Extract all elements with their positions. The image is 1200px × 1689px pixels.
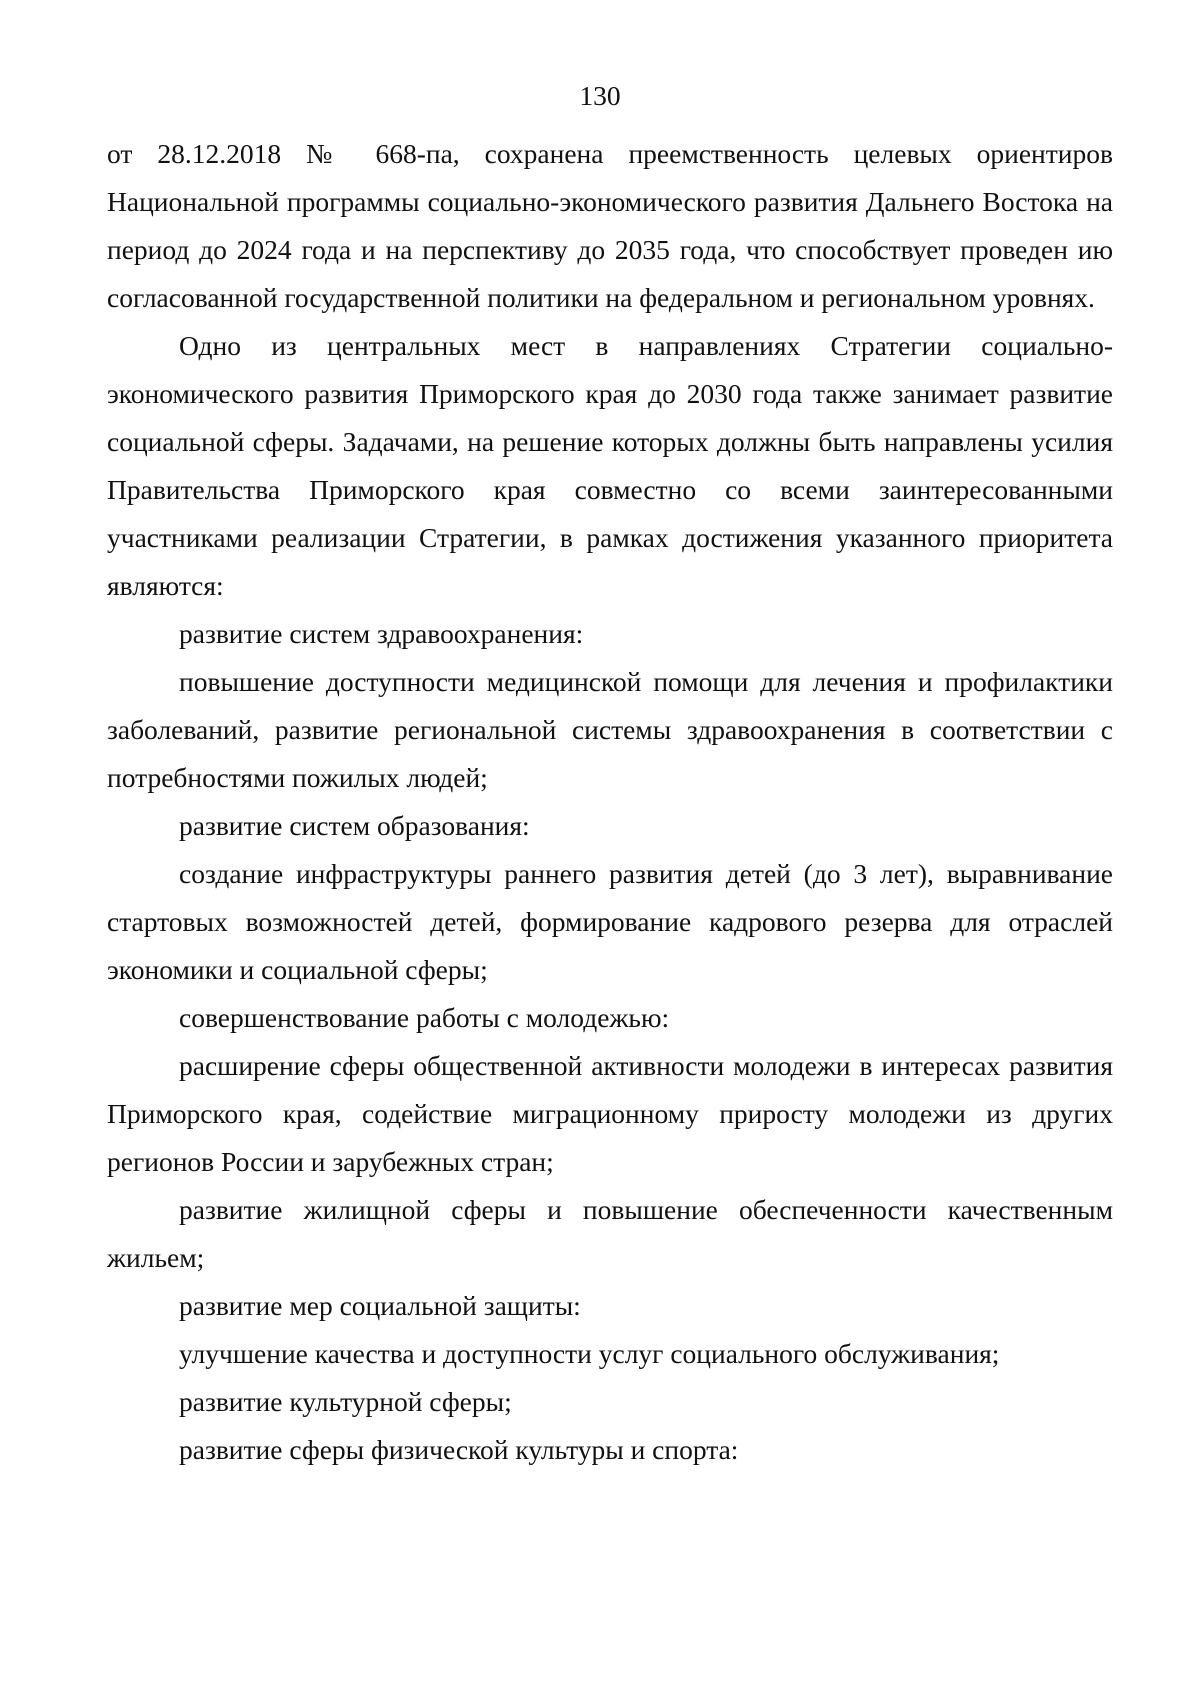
list-item-sports: развитие сферы физической культуры и спорта: — [179, 1434, 739, 1465]
paragraph-continuation: от 28.12.2018 № 668-па, сохранена преемственность целевых ориентиров Национальной программы социально-экономического развития Дальнего Востока на период до 2024 года и на перспективу до 2035 года, что способствует проведен ию согласованной государственной политики на федеральном и региональном уровнях. — [107, 138, 1113, 313]
list-item-healthcare: развитие систем здравоохранения: — [179, 618, 584, 649]
document-body — [107, 130, 1113, 1474]
list-item-youth-details: расширение сферы общественной активности молодежи в интересах развития Приморского края, содействие миграционному приросту молодежи из других регионов России и зарубежных стран; — [107, 1050, 1113, 1177]
list-item-education-details: создание инфраструктуры раннего развития детей (до 3 лет), выравнивание стартовых возможностей детей, формирование кадрового резерва для отраслей экономики и социальной сферы; — [107, 858, 1113, 985]
list-item-social-protection: развитие мер социальной защиты: — [179, 1290, 581, 1321]
list-item-culture: развитие культурной сферы; — [179, 1386, 512, 1417]
paragraph-strategy-intro: Одно из центральных мест в направлениях Стратегии социально-экономического развития Приморского края до 2030 года также занимает развитие социальной сферы. Задачами, на решение которых должны быть направлены усилия Правительства Приморского края совместно со всеми заинтересованными участниками реализации Стратегии, в рамках достижения указанного приоритета являются: — [107, 330, 1113, 601]
list-item-housing: развитие жилищной сферы и повышение обеспеченности качественным жильем; — [107, 1194, 1113, 1273]
page-number: 130 — [579, 80, 621, 111]
list-item-social-services: улучшение качества и доступности услуг социального обслуживания; — [179, 1338, 1000, 1369]
list-item-healthcare-details: повышение доступности медицинской помощи для лечения и профилактики заболеваний, развитие региональной системы здравоохранения в соответствии с потребностями пожилых людей; — [107, 666, 1113, 793]
list-item-education: развитие систем образования: — [179, 810, 530, 841]
list-item-youth: совершенствование работы с молодежью: — [179, 1002, 670, 1033]
